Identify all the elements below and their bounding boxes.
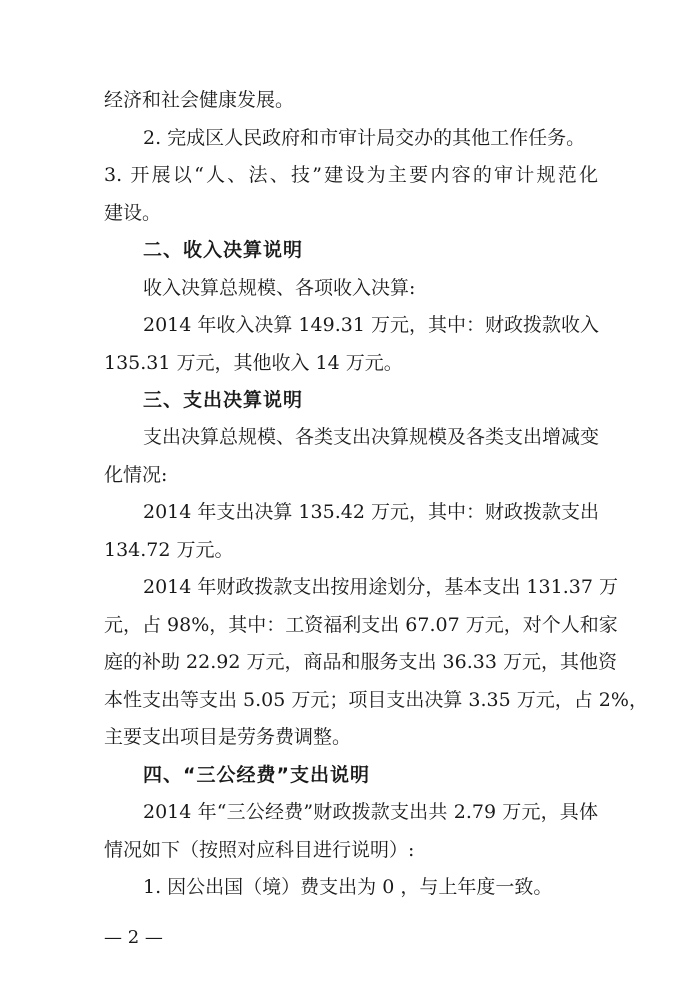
- paragraph-line: 支出决算总规模、各类支出决算规模及各类支出增减变: [143, 426, 600, 448]
- paragraph-line: 建设。: [104, 202, 162, 224]
- paragraph-line: 2014 年收入决算 149.31 万元，其中：财政拨款收入: [143, 314, 599, 336]
- paragraph-line: 本性支出等支出 5.05 万元；项目支出决算 3.35 万元，占 2%，: [104, 689, 648, 711]
- paragraph-line: 主要支出项目是劳务费调整。: [104, 726, 352, 748]
- paragraph-line: 收入决算总规模、各项收入决算:: [143, 277, 416, 299]
- paragraph-line: 2014 年财政拨款支出按用途划分，基本支出 131.37 万: [143, 576, 618, 598]
- section-heading-expenditure: 三、支出决算说明: [143, 389, 304, 411]
- section-heading-income: 二、收入决算说明: [143, 239, 304, 261]
- paragraph-line: 庭的补助 22.92 万元，商品和服务支出 36.33 万元，其他资: [104, 651, 617, 673]
- paragraph-line: 元，占 98%，其中：工资福利支出 67.07 万元，对个人和家: [104, 614, 618, 636]
- page-number: — 2 —: [104, 927, 163, 948]
- paragraph-line: 135.31 万元，其他收入 14 万元。: [104, 352, 403, 374]
- list-item-2: 2. 完成区人民政府和市审计局交办的其他工作任务。: [143, 127, 586, 149]
- paragraph-line: 2014 年支出决算 135.42 万元，其中：财政拨款支出: [143, 501, 599, 523]
- list-item-1: 1. 因公出国（境）费支出为 0 ，与上年度一致。: [143, 876, 553, 898]
- list-item-3: 3. 开展以“人、法、技”建设为主要内容的审计规范化: [104, 164, 598, 186]
- section-heading-three-public: 四、“三公经费”支出说明: [143, 764, 370, 786]
- paragraph-line: 情况如下（按照对应科目进行说明）:: [104, 839, 415, 861]
- paragraph-line: 134.72 万元。: [104, 539, 234, 561]
- paragraph-line: 2014 年“三公经费”财政拨款支出共 2.79 万元，具体: [143, 801, 598, 823]
- paragraph-line: 经济和社会健康发展。: [104, 89, 295, 111]
- paragraph-line: 化情况:: [104, 464, 168, 486]
